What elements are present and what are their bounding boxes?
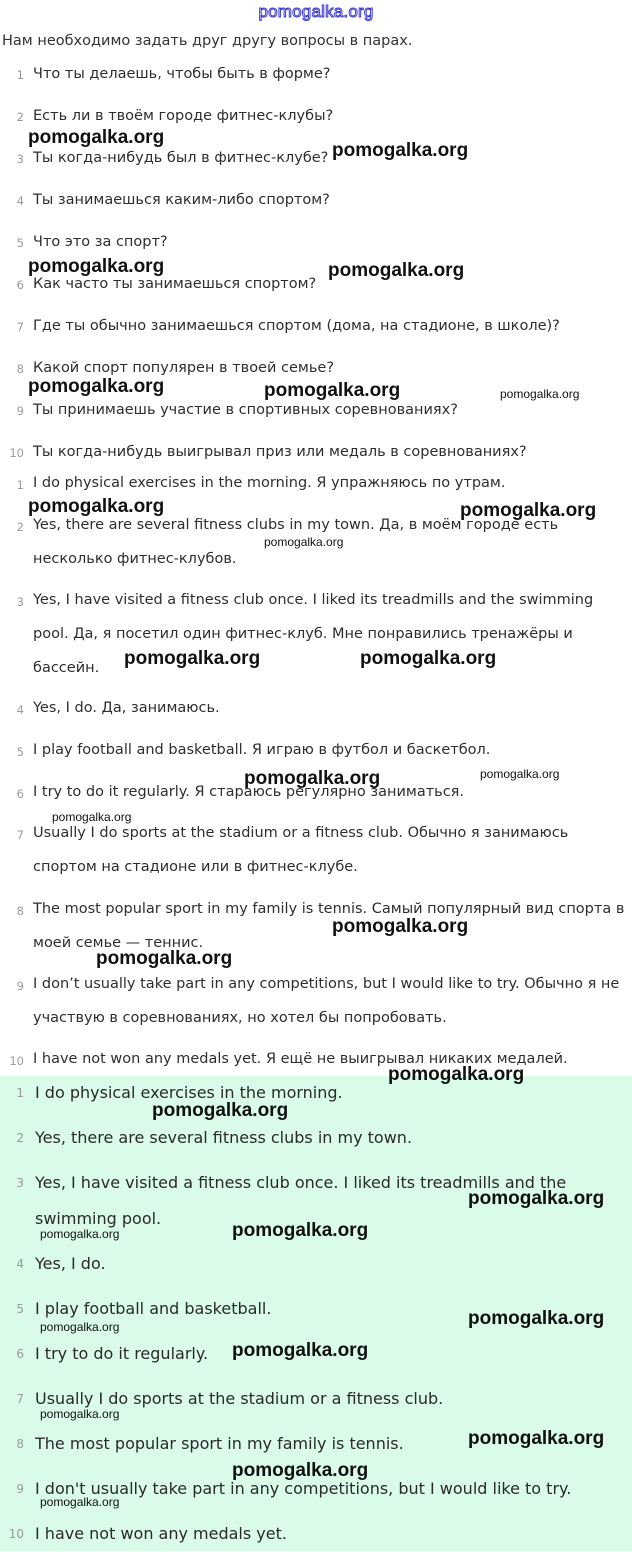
- watermark: pomogalka.org: [232, 1340, 369, 1361]
- item-text: I don’t usually take part in any competitions, but I would like to try. Обычно я не участвую в соревнованиях, но хотел бы попробовать.: [33, 976, 620, 1026]
- watermark: pomogalka.org: [500, 387, 580, 401]
- watermark: pomogalka.org: [40, 1227, 120, 1241]
- intro-text: Нам необходимо задать друг другу вопросы в парах.: [2, 33, 413, 49]
- item-number: 9: [16, 1482, 24, 1496]
- item-text: I do physical exercises in the morning. Я упражняюсь по утрам.: [33, 475, 506, 491]
- watermark: pomogalka.org: [96, 948, 233, 969]
- item-number: 10: [9, 446, 24, 460]
- item-text: The most popular sport in my family is tennis. Самый популярный вид спорта в моей семье — теннис.: [33, 901, 625, 951]
- watermark: pomogalka.org: [328, 260, 465, 281]
- watermark: pomogalka.org: [28, 496, 165, 517]
- item-text: I have not won any medals yet.: [35, 1524, 287, 1543]
- watermark: pomogalka.org: [152, 1100, 289, 1121]
- item-number: 6: [16, 278, 24, 292]
- item-number: 6: [16, 1347, 24, 1361]
- item-text: I try to do it regularly. Я стараюсь регулярно заниматься.: [33, 784, 464, 800]
- item-text: Где ты обычно занимаешься спортом (дома, на стадионе, в школе)?: [33, 318, 560, 334]
- item-text: I play football and basketball. Я играю в футбол и баскетбол.: [33, 742, 491, 758]
- item-text: I do physical exercises in the morning.: [35, 1083, 343, 1102]
- item-text: Ты принимаешь участие в спортивных соревнованиях?: [33, 402, 458, 418]
- item-number: 1: [16, 68, 24, 82]
- watermark: pomogalka.org: [28, 376, 165, 397]
- item-text: I play football and basketball.: [35, 1299, 272, 1318]
- watermark: pomogalka.org: [232, 1220, 369, 1241]
- watermark: pomogalka.org: [244, 768, 381, 789]
- watermark: pomogalka.org: [360, 648, 497, 669]
- item-text: Yes, there are several fitness clubs in my town. Да, в моём городе есть несколько фитнес-клубов.: [33, 517, 559, 567]
- watermark: pomogalka.org: [264, 535, 344, 549]
- watermark: pomogalka.org: [124, 648, 261, 669]
- watermark: pomogalka.org: [232, 1460, 369, 1481]
- item-number: 2: [16, 520, 24, 534]
- item-number: 10: [8, 1527, 24, 1541]
- item-number: 7: [16, 320, 24, 334]
- item-number: 5: [16, 1302, 24, 1316]
- watermark: pomogalka.org: [388, 1064, 525, 1085]
- watermark: pomogalka.org: [468, 1428, 605, 1449]
- item-text: Yes, I do. Да, занимаюсь.: [33, 700, 220, 716]
- watermark: pomogalka.org: [480, 767, 560, 781]
- watermark: pomogalka.org: [332, 140, 469, 161]
- item-text: Yes, I do.: [35, 1254, 106, 1273]
- item-text: Usually I do sports at the stadium or a fitness club.: [35, 1389, 444, 1408]
- top-watermark: pomogalka.org: [258, 2, 374, 21]
- item-number: 9: [16, 404, 24, 418]
- item-number: 3: [16, 1176, 24, 1190]
- item-text: I try to do it regularly.: [35, 1344, 209, 1363]
- item-number: 6: [16, 787, 24, 801]
- watermark: pomogalka.org: [332, 916, 469, 937]
- item-number: 9: [16, 979, 24, 993]
- item-text: Yes, I have visited a fitness club once. I liked its treadmills and the swimming pool.: [35, 1173, 567, 1228]
- item-text: Ты когда-нибудь был в фитнес-клубе?: [33, 150, 329, 166]
- item-number: 8: [16, 362, 24, 376]
- watermark: pomogalka.org: [264, 380, 401, 401]
- item-text: Есть ли в твоём городе фитнес-клубы?: [33, 108, 334, 124]
- item-number: 4: [16, 703, 24, 717]
- watermark: pomogalka.org: [468, 1188, 605, 1209]
- watermark: pomogalka.org: [40, 1495, 120, 1509]
- item-number: 8: [16, 904, 24, 918]
- item-number: 1: [16, 478, 24, 492]
- item-number: 7: [16, 1392, 24, 1406]
- item-number: 7: [16, 828, 24, 842]
- item-text: Ты занимаешься каким-либо спортом?: [33, 192, 330, 208]
- item-number: 2: [16, 110, 24, 124]
- item-text: Yes, I have visited a fitness club once. I liked its treadmills and the swimming pool. Да, я посетил один фитнес-клуб. Мне понравились тренажёры и бассейн.: [33, 592, 594, 676]
- item-number: 5: [16, 745, 24, 759]
- item-number: 3: [16, 152, 24, 166]
- item-number: 2: [16, 1131, 24, 1145]
- watermark: pomogalka.org: [28, 127, 165, 148]
- item-text: Yes, there are several fitness clubs in my town.: [35, 1128, 413, 1147]
- item-text: The most popular sport in my family is tennis.: [35, 1434, 404, 1453]
- item-number: 5: [16, 236, 24, 250]
- item-text: Как часто ты занимаешься спортом?: [33, 276, 317, 292]
- item-text: I don't usually take part in any competitions, but I would like to try.: [35, 1479, 572, 1498]
- watermark: pomogalka.org: [468, 1308, 605, 1329]
- watermark: pomogalka.org: [28, 256, 165, 277]
- item-text: Какой спорт популярен в твоей семье?: [33, 360, 335, 376]
- item-number: 1: [16, 1086, 24, 1100]
- item-text: I have not won any medals yet. Я ещё не выигрывал никаких медалей.: [33, 1051, 568, 1067]
- item-number: 4: [16, 1257, 24, 1271]
- watermark: pomogalka.org: [460, 500, 597, 521]
- watermark: pomogalka.org: [40, 1407, 120, 1421]
- watermark: pomogalka.org: [40, 1320, 120, 1334]
- item-number: 8: [16, 1437, 24, 1451]
- item-number: 4: [16, 194, 24, 208]
- watermark: pomogalka.org: [52, 810, 132, 824]
- item-text: Usually I do sports at the stadium or a fitness club. Обычно я занимаюсь спортом на стадионе или в фитнес-клубе.: [33, 825, 569, 875]
- item-text: Что это за спорт?: [33, 234, 168, 250]
- item-number: 10: [9, 1054, 24, 1068]
- item-text: Ты когда-нибудь выигрывал приз или медаль в соревнованиях?: [33, 444, 527, 460]
- item-number: 3: [16, 595, 24, 609]
- item-text: Что ты делаешь, чтобы быть в форме?: [33, 66, 331, 82]
